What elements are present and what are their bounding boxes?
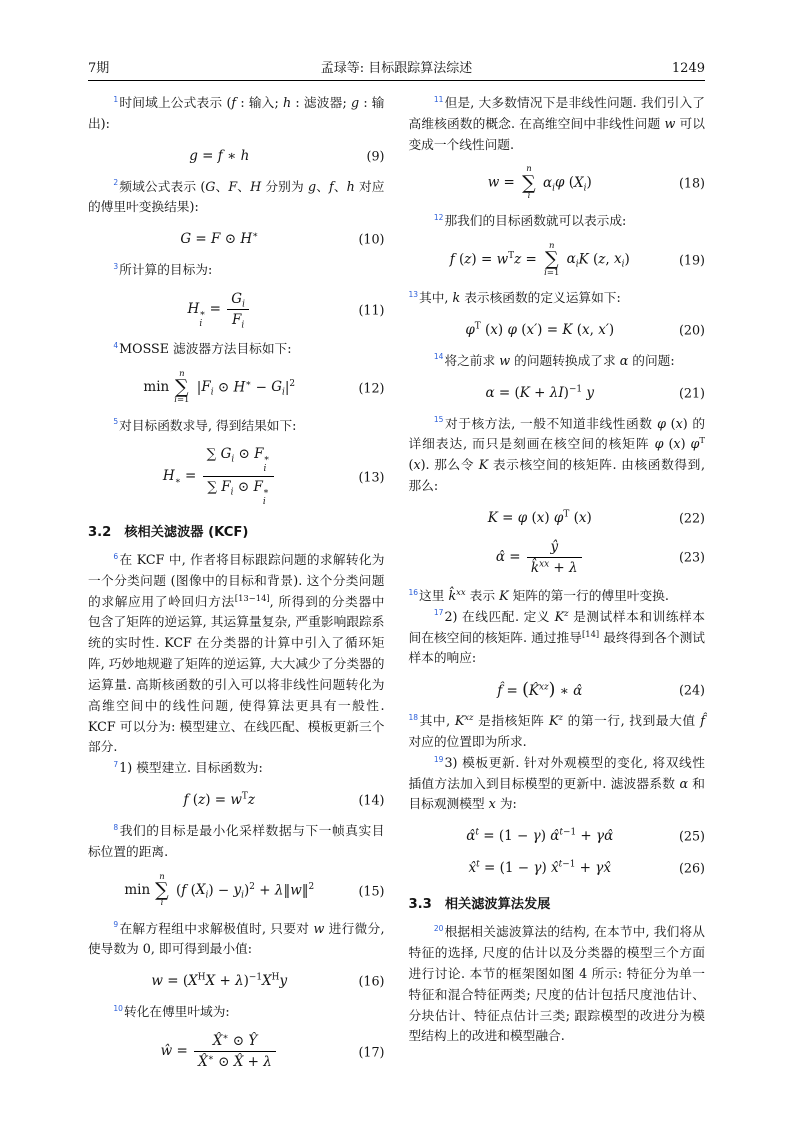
content-columns	[88, 93, 705, 1080]
equation-number: (9)	[366, 148, 385, 164]
paragraph	[88, 416, 385, 437]
equation-body: g = f ∗ h	[189, 147, 250, 164]
equation	[409, 539, 706, 576]
section-number: 3.3	[408, 897, 432, 913]
segment-marker: 5	[113, 417, 119, 427]
segment-marker: 11	[433, 94, 444, 104]
equation-number: (21)	[678, 385, 705, 401]
equation-number: (22)	[678, 510, 705, 526]
equation	[88, 370, 385, 406]
segment-marker: 13	[408, 289, 419, 299]
equation-number: (23)	[678, 549, 705, 565]
page-header	[88, 57, 705, 76]
segment-marker: 9	[113, 920, 119, 930]
equation	[409, 242, 706, 278]
section-title: 核相关滤波器 (KCF)	[124, 524, 249, 540]
equation-number: (25)	[678, 828, 705, 844]
segment-marker: 20	[433, 924, 444, 934]
equation	[88, 446, 385, 507]
paragraph	[409, 753, 706, 815]
equation	[409, 382, 706, 404]
paragraph	[88, 821, 385, 863]
equation-body: α̂ = $\frac{ŷ}{k̂^{xx} + \lambda}$	[496, 539, 584, 576]
segment-marker: 17	[433, 608, 444, 618]
equation-body: f̂ = (K̂$^{xz}$) ∗ α̂	[497, 680, 583, 701]
left-column	[88, 93, 385, 1080]
paragraph	[409, 351, 706, 372]
equation-body: w = n ∑ i $\alpha_i\varphi$ $(X_i)$	[487, 164, 592, 201]
equation	[88, 228, 385, 250]
paragraph	[88, 550, 385, 758]
equation-number: (13)	[358, 469, 385, 485]
equation	[88, 1033, 385, 1070]
paragraph-text: 3) 模板更新. 针对外观模型的变化, 将双线性插值方法加入到目标模型的更新中. 滤波器系数 α 和目标观测模型 x 为:	[408, 754, 705, 812]
paragraph-text: 其中, k 表示核函数的定义运算如下:	[419, 289, 621, 305]
paragraph-text: 1) 模型建立. 目标函数为:	[119, 760, 263, 776]
paragraph	[409, 93, 706, 155]
paragraph-text: 根据相关滤波算法的结构, 在本节中, 我们将从特征的选择, 尺度的估计以及分类器的模型三个方面进行讨论. 本节的框架图如图 4 所示: 特征分为单一特征和混合特征两类; 尺度的估计包括尺度池估计、分块估计、特征点估计三类; 跟踪模型的改进分为模型结构上的改进和模型融合.	[408, 924, 705, 1044]
paragraph	[88, 339, 385, 360]
segment-marker: 15	[433, 415, 444, 425]
paragraph	[409, 288, 706, 309]
paragraph-text: 在 KCF 中, 作者将目标跟踪问题的求解转化为一个分类问题 (图像中的目标和背景). 这个分类问题的求解应用了岭回归方法[13−14], 所得到的分类器中包含了矩阵的逆运算, 其运算量复杂, 严重影响跟踪系统的实时性. KCF 在分类器的计算中引入了循环矩阵, 巧妙地规避了矩阵的逆运算, 大大减少了分类器的运算量. 高斯核函数的引入可以将非线性问题转化为高维空间中的线性问题, 使得算法更具有一般性. KCF 可以分为: 模型建立、在线匹配、模板更新三个部分.	[88, 551, 385, 755]
equation-number: (15)	[358, 883, 385, 899]
paragraph	[88, 758, 385, 779]
segment-marker: 3	[113, 262, 119, 272]
paragraph	[409, 607, 706, 669]
equation-number: (12)	[358, 380, 385, 396]
segment-marker: 7	[113, 760, 119, 770]
paragraph-text: 在解方程组中求解极值时, 只要对 w 进行微分, 使导数为 0, 即可得到最小值:	[88, 920, 385, 957]
equation-number: (11)	[358, 302, 385, 318]
equation-body: f $(z) = w^Tz$ = n ∑ i=1 $\alpha_iK$ (z, $x_i$)	[449, 241, 630, 278]
equation	[88, 789, 385, 811]
paragraph-text: 那我们的目标函数就可以表示成:	[444, 213, 627, 229]
issue-label: 7期	[88, 61, 110, 76]
running-title: 孟琭等: 目标跟踪算法综述	[320, 61, 473, 76]
section-heading	[409, 893, 706, 912]
paragraph-text: 所计算的目标为:	[119, 262, 213, 278]
paragraph-text: 这里 k̂$^{xx}$ 表示 K 矩阵的第一行的傅里叶变换.	[419, 586, 669, 603]
paragraph-text: 将之前求 w 的问题转换成了求 α 的问题:	[444, 352, 675, 368]
paragraph-text: 对于核方法, 一般不知道非线性函数 φ (x) 的详细表达, 而只是刻画在核空间的核矩阵 φ (x) $\varphi^T$ (x). 那么令 K 表示核空间的核矩阵. 由核函数得到, 那么:	[408, 415, 706, 494]
segment-marker: 19	[433, 754, 444, 764]
segment-marker: 6	[113, 551, 119, 561]
equation-number: (26)	[678, 860, 705, 876]
segment-marker: 4	[113, 340, 119, 350]
equation-number: (14)	[358, 792, 385, 808]
equation-body: min n ∑ i=1 $|F_i$ ⊙ $H^∗ - G_i|^2$	[143, 368, 296, 406]
equation	[409, 857, 706, 879]
equation-number: (17)	[358, 1044, 385, 1059]
segment-marker: 8	[113, 822, 119, 832]
equation-body: x̂$^t$ = (1 − γ) x̂$^{t-1}$ + γx̂	[468, 859, 611, 877]
equation	[409, 319, 706, 341]
segment-marker: 16	[408, 587, 419, 597]
paragraph	[88, 919, 385, 961]
paragraph-text: MOSSE 滤波器方法目标如下:	[119, 340, 292, 356]
equation	[88, 970, 385, 992]
equation-number: (24)	[678, 682, 705, 698]
equation-body: α̂$^t$ = (1 − γ) α̂$^{t-1}$ + γα̂	[466, 827, 614, 845]
section-heading	[88, 521, 385, 540]
paragraph	[88, 93, 385, 135]
paragraph	[409, 586, 706, 607]
equation-body: G = F ⊙ H∗	[180, 230, 259, 248]
equation	[88, 291, 385, 329]
segment-marker: 12	[433, 213, 444, 223]
equation-body: $H_∗$ = ∑ $G_i$ ⊙ F ∗ i ∑ $F_i$ ⊙ F ∗ i	[163, 446, 276, 507]
section-title: 相关滤波算法发展	[444, 897, 551, 913]
equation	[88, 873, 385, 909]
paragraph	[88, 260, 385, 281]
segment-marker: 14	[433, 352, 444, 362]
paragraph-text: 频域公式表示 (G、F、H 分别为 g、f、h 对应的傅里叶变换结果):	[88, 178, 385, 215]
header-rule	[88, 80, 705, 81]
segment-marker: 18	[408, 712, 419, 722]
equation-number: (18)	[678, 175, 705, 191]
paragraph-text: 时间域上公式表示 (f : 输入; h : 滤波器; g : 输出):	[88, 95, 385, 131]
equation	[409, 507, 706, 529]
equation-number: (20)	[678, 322, 705, 338]
equation	[409, 679, 706, 701]
paragraph	[409, 922, 706, 1047]
paragraph-text: 2) 在线匹配. 定义 $K^z$ 是测试样本和训练样本间在核空间的核矩阵. 通过推导[14] 最终得到各个测试样本的响应:	[408, 607, 705, 666]
paragraph-text: 但是, 大多数情况下是非线性问题. 我们引入了高维核函数的概念. 在高维空间中非线性问题 w 可以变成一个线性问题.	[408, 95, 705, 152]
equation-body: f $(z) = w^Tz$	[183, 791, 255, 809]
equation-body: K = φ (x) $\varphi^T$ (x)	[487, 509, 592, 526]
equation-body: min n ∑ i (f $(X_i) - y_i)^2$ + λ‖w‖$^2$	[124, 871, 315, 909]
equation-body: ŵ = $\frac{X̂^∗ ⊙ Ŷ}{X̂^∗ ⊙ X̂ + \lambda}$	[161, 1033, 278, 1070]
paragraph	[88, 1002, 385, 1023]
equation-number: (10)	[358, 231, 385, 247]
equation-body: $w = (X^HX + \lambda)^{-1}X^Hy$	[151, 972, 288, 990]
paragraph-text: 转化在傅里叶域为:	[123, 1004, 230, 1020]
paragraph	[88, 177, 385, 219]
segment-marker: 10	[113, 1003, 123, 1013]
equation-number: (19)	[678, 252, 705, 268]
paragraph	[409, 414, 706, 497]
equation	[88, 145, 385, 167]
equation-number: (16)	[358, 973, 385, 989]
segment-marker: 2	[113, 178, 119, 188]
equation	[409, 165, 706, 201]
equation	[409, 825, 706, 847]
paragraph-text: 我们的目标是最小化采样数据与下一帧真实目标位置的距离.	[88, 823, 385, 859]
section-number: 3.2	[88, 524, 112, 540]
paragraph-text: 对目标函数求导, 得到结果如下:	[119, 417, 297, 433]
equation-body: H ∗ i = $\frac{G_i}{F_i}$	[188, 291, 251, 329]
paragraph-text: 其中, $K^{xz}$ 是指核矩阵 $K^z$ 的第一行, 找到最大值 f̂ 对应的位置即为所求.	[408, 711, 705, 749]
segment-marker: 1	[113, 94, 119, 104]
paragraph	[409, 711, 706, 753]
right-column	[409, 93, 706, 1080]
page-number: 1249	[671, 61, 705, 76]
equation-body: $\alpha = (K + \lambda I)^{-1}$ y	[485, 384, 595, 401]
equation-body: $\varphi^T$ (x) φ (x′) = K (x, x′)	[465, 321, 615, 338]
paragraph	[409, 211, 706, 232]
